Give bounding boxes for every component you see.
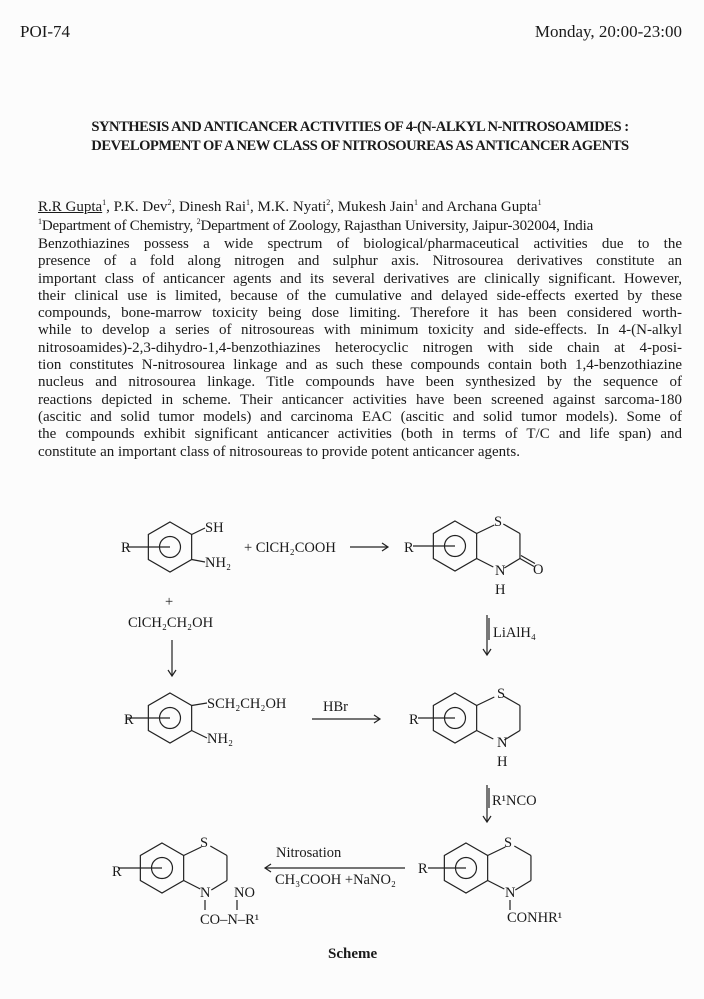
- reagent-chloroacetic-acid: + ClCH₂COOH: [244, 540, 336, 556]
- bond: [514, 846, 531, 856]
- reagent-chloroethanol: ClCH₂CH₂OH: [128, 615, 214, 631]
- bond: [477, 697, 495, 706]
- plus-sign: +: [165, 594, 174, 610]
- nitrogen-atom: N: [200, 885, 211, 901]
- bond: [488, 847, 506, 856]
- author-list: R.R Gupta$^1$, P.K. Dev$^2$, Dinesh Rai$^1$, M.K. Nyati$^2$, Mukesh Jain$^1$ and Archana Gupta$^1$: [38, 198, 542, 215]
- nitrogen-atom: N: [495, 563, 506, 579]
- reagent-lialh4: LiAlH₄: [493, 625, 536, 641]
- author: Mukesh Jain$^1$: [337, 198, 419, 215]
- bond: [192, 731, 207, 739]
- abstract-line: Benzothiazines possess a wide spectrum of biological/pharmaceutical activities due to the: [38, 236, 682, 252]
- bond: [515, 881, 531, 891]
- bond: [504, 559, 520, 569]
- bond: [477, 731, 494, 740]
- r-group: R: [124, 712, 134, 728]
- carbonyl-bond: [520, 559, 534, 567]
- bond: [184, 847, 202, 856]
- side-chain: SCH₂CH₂OH: [207, 696, 287, 712]
- abstract-line: presence of a fold along nitrogen and sulphur axis. Nitrosourea derivatives constitute an: [38, 253, 682, 270]
- author: Dinesh Rai$^1$: [178, 198, 251, 215]
- abstract-line: nucleus and nitrosourea linkage. Title compounds have been synthesized by the sequence of: [38, 374, 682, 391]
- r-group: R: [112, 864, 122, 880]
- r-group: R: [121, 540, 131, 556]
- affiliation: $^1$Department of Chemistry, $^2$Department of Zoology, Rajasthan University, Jaipur-302004, India: [38, 217, 594, 234]
- abstract-line: (ascitic and solid tumor models) and carcinoma EAC (ascitic and solid tumor models). Some of: [38, 408, 682, 425]
- hydrogen-atom: H: [495, 582, 506, 598]
- session-time: Monday, 20:00-23:00: [534, 22, 682, 41]
- carbamoyl-group: CONHR¹: [507, 910, 563, 926]
- session-code: POI-74: [20, 22, 71, 41]
- r-group: R: [409, 712, 419, 728]
- nitrosation-reagents: CH₃COOH +NaNO₂: [275, 872, 396, 888]
- reagent-isocyanate: R¹NCO: [492, 793, 537, 809]
- abstract-line: reactions depicted in scheme. Their anticancer activities have been screened against sarcoma-180: [38, 391, 682, 408]
- abstract-line: their clinical use is limited, because of the cumulative and delayed side-effects exerted by these: [38, 287, 682, 304]
- bond: [477, 525, 495, 534]
- abstract-line: while to develop a series of nitrosoureas with minimum toxicity and side-effects. In 4-(N-alkyl: [38, 322, 682, 339]
- scheme-caption: Scheme: [328, 946, 378, 962]
- title-line-1: SYNTHESIS AND ANTICANCER ACTIVITIES OF 4-(N-ALKYL N-NITROSOAMIDES :: [91, 119, 629, 135]
- bond: [503, 696, 520, 706]
- author: P.K. Dev$^2$: [113, 198, 172, 215]
- sulfur-atom: S: [200, 835, 209, 851]
- bond: [184, 881, 201, 890]
- nitrosation-label: Nitrosation: [276, 845, 342, 861]
- nh2-group: NH₂: [207, 731, 233, 747]
- nitrosourea-chain: CO–N–R¹: [200, 912, 260, 928]
- abstract-line: tion constitutes N-nitrosourea linkage and as such these compounds contain both 1,4-benzothiazine: [38, 357, 682, 374]
- bond: [503, 524, 520, 534]
- bond: [192, 560, 205, 563]
- author: M.K. Nyati$^2$: [257, 198, 331, 215]
- bond: [211, 881, 227, 891]
- bond: [192, 703, 207, 706]
- r-group: R: [404, 540, 414, 556]
- title-line-2: DEVELOPMENT OF A NEW CLASS OF NITROSOUREAS AS ANTICANCER AGENTS: [91, 138, 629, 154]
- nitroso-group: NO: [234, 885, 255, 901]
- oxygen-atom: O: [533, 562, 544, 578]
- abstract-line: compounds, bone-marrow toxicity being dose limiting. Therefore it has been considered worth-: [38, 305, 682, 322]
- author: Archana Gupta$^1$: [446, 198, 542, 215]
- nh2-group: NH₂: [205, 555, 231, 571]
- sulfur-atom: S: [497, 686, 506, 702]
- abstract-line: important class of anticancer agents and its several derivatives are clinically significant. However,: [38, 270, 682, 287]
- r-group: R: [418, 861, 428, 877]
- abstract-line: nitrosoamides)-2,3-dihydro-1,4-benzothiazines heterocyclic nitrogen with side chain at 4-posi-: [38, 339, 682, 356]
- abstract-line: the compounds exhibit significant anticancer activities (both in terms of T/C and life span) and: [38, 426, 682, 443]
- sulfur-atom: S: [504, 835, 513, 851]
- reagent-hbr: HBr: [323, 699, 348, 715]
- bond: [192, 528, 205, 535]
- nitrogen-atom: N: [497, 735, 508, 751]
- sulfur-atom: S: [494, 514, 503, 530]
- bond: [477, 559, 494, 568]
- and-text: and: [421, 199, 444, 215]
- bond: [488, 881, 505, 890]
- sh-group: SH: [205, 520, 224, 536]
- bond: [210, 846, 227, 856]
- author: R.R Gupta$^1$: [38, 198, 107, 215]
- nitrogen-atom: N: [505, 885, 516, 901]
- hydrogen-atom: H: [497, 754, 508, 770]
- abstract-line: constitute an important class of nitrosoureas to provide potent anticancer agents.: [38, 443, 520, 460]
